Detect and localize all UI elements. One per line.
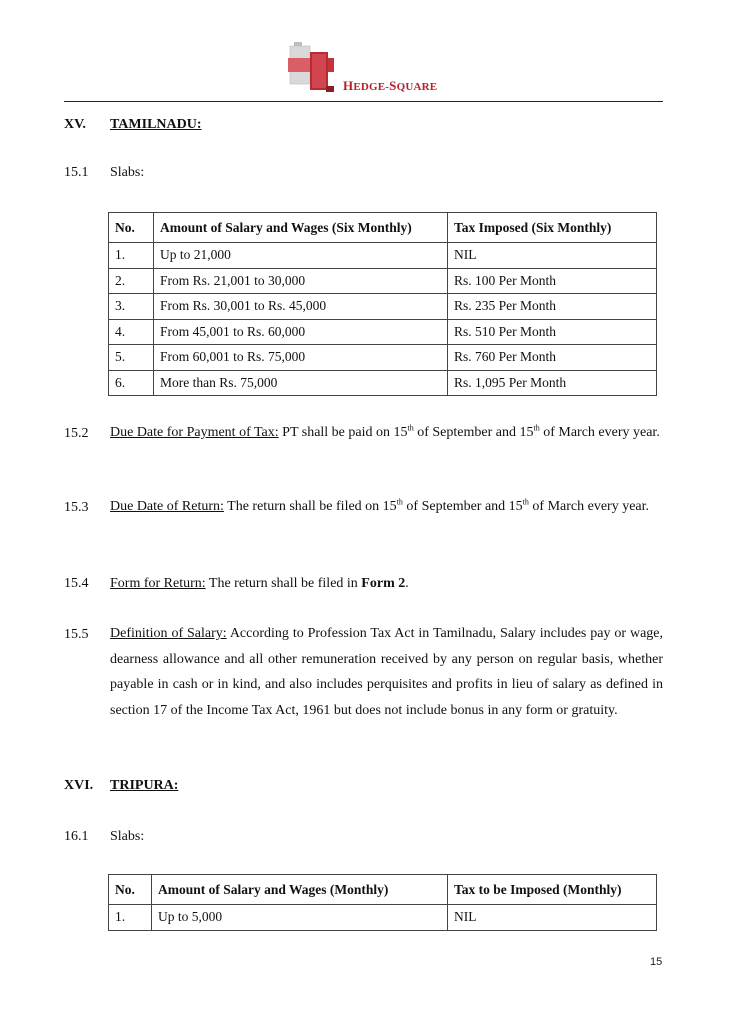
table-cell: From Rs. 21,001 to 30,000 — [154, 268, 448, 294]
table-header-cell: No. — [109, 875, 152, 905]
tripura-slab-table — [108, 874, 657, 931]
table-cell: 4. — [109, 319, 154, 345]
clause-number: 15.5 — [64, 627, 89, 642]
clause-return-form: Form for Return: The return shall be filed in Form 2. — [110, 576, 409, 591]
hedge-square-logo — [288, 42, 336, 92]
clause-payment-due-date: Due Date for Payment of Tax: PT shall be paid on 15th of September and 15th of March every year. — [110, 423, 660, 440]
clause-number: 15.3 — [64, 500, 89, 515]
clause-number: 16.1 — [64, 829, 89, 844]
clause-return-due-date: Due Date of Return: The return shall be filed on 15th of September and 15th of March every year. — [110, 497, 650, 514]
table-row — [109, 294, 657, 320]
table-cell: Rs. 510 Per Month — [448, 319, 657, 345]
page-number: 15 — [650, 956, 663, 968]
table-row — [109, 345, 657, 371]
table-row — [109, 370, 657, 396]
clause-salary-definition: Definition of Salary: According to Profession Tax Act in Tamilnadu, Salary includes pay or wage, dearness allowance and all other remuneration received by any person on regular basis, whether payable in cash or in kind, and also includes perquisites and profits in lieu of salary as defined in section 17 of the Income Tax Act, 1961 but does not include bonus in any form or gratuity. — [110, 626, 663, 718]
table-header-cell: Amount of Salary and Wages (Monthly) — [152, 875, 448, 905]
section-number: XVI. — [64, 778, 94, 793]
clause-heading: Definition of Salary: — [110, 626, 227, 641]
table-cell: From 60,001 to Rs. 75,000 — [154, 345, 448, 371]
table-cell: Up to 21,000 — [154, 243, 448, 269]
clause-label: Slabs: — [110, 165, 145, 180]
section-title: TAMILNADU: — [110, 117, 202, 132]
clause-number: 15.1 — [64, 165, 89, 180]
table-cell: 6. — [109, 370, 154, 396]
table-cell: From Rs. 30,001 to Rs. 45,000 — [154, 294, 448, 320]
table-cell: 1. — [109, 243, 154, 269]
table-header-cell: Tax Imposed (Six Monthly) — [448, 213, 657, 243]
table-header-cell: Tax to be Imposed (Monthly) — [448, 875, 657, 905]
table-row — [109, 319, 657, 345]
table-cell: Rs. 100 Per Month — [448, 268, 657, 294]
table-row — [109, 268, 657, 294]
table-cell: 2. — [109, 268, 154, 294]
table-cell: 3. — [109, 294, 154, 320]
table-cell: More than Rs. 75,000 — [154, 370, 448, 396]
clause-heading: Due Date for Payment of Tax: — [110, 425, 279, 440]
tamilnadu-slab-table — [108, 212, 657, 396]
table-row — [109, 905, 657, 931]
table-cell: Rs. 760 Per Month — [448, 345, 657, 371]
table-cell: 5. — [109, 345, 154, 371]
table-cell: Up to 5,000 — [152, 905, 448, 931]
table-row — [109, 243, 657, 269]
table-header-row — [109, 875, 657, 905]
table-cell: 1. — [109, 905, 152, 931]
clause-heading: Due Date of Return: — [110, 499, 224, 514]
brand-name: HEDGE-SQUARE — [343, 78, 438, 93]
clause-heading: Form for Return: — [110, 576, 206, 591]
table-cell: NIL — [448, 243, 657, 269]
clause-label: Slabs: — [110, 829, 145, 844]
section-title: TRIPURA: — [110, 778, 179, 793]
section-number: XV. — [64, 117, 86, 132]
table-header-row — [109, 213, 657, 243]
clause-number: 15.2 — [64, 426, 89, 441]
clause-number: 15.4 — [64, 576, 89, 591]
table-header-cell: Amount of Salary and Wages (Six Monthly) — [154, 213, 448, 243]
table-cell: Rs. 235 Per Month — [448, 294, 657, 320]
table-cell: From 45,001 to Rs. 60,000 — [154, 319, 448, 345]
table-header-cell: No. — [109, 213, 154, 243]
header-rule — [64, 101, 663, 102]
table-cell: Rs. 1,095 Per Month — [448, 370, 657, 396]
table-cell: NIL — [448, 905, 657, 931]
